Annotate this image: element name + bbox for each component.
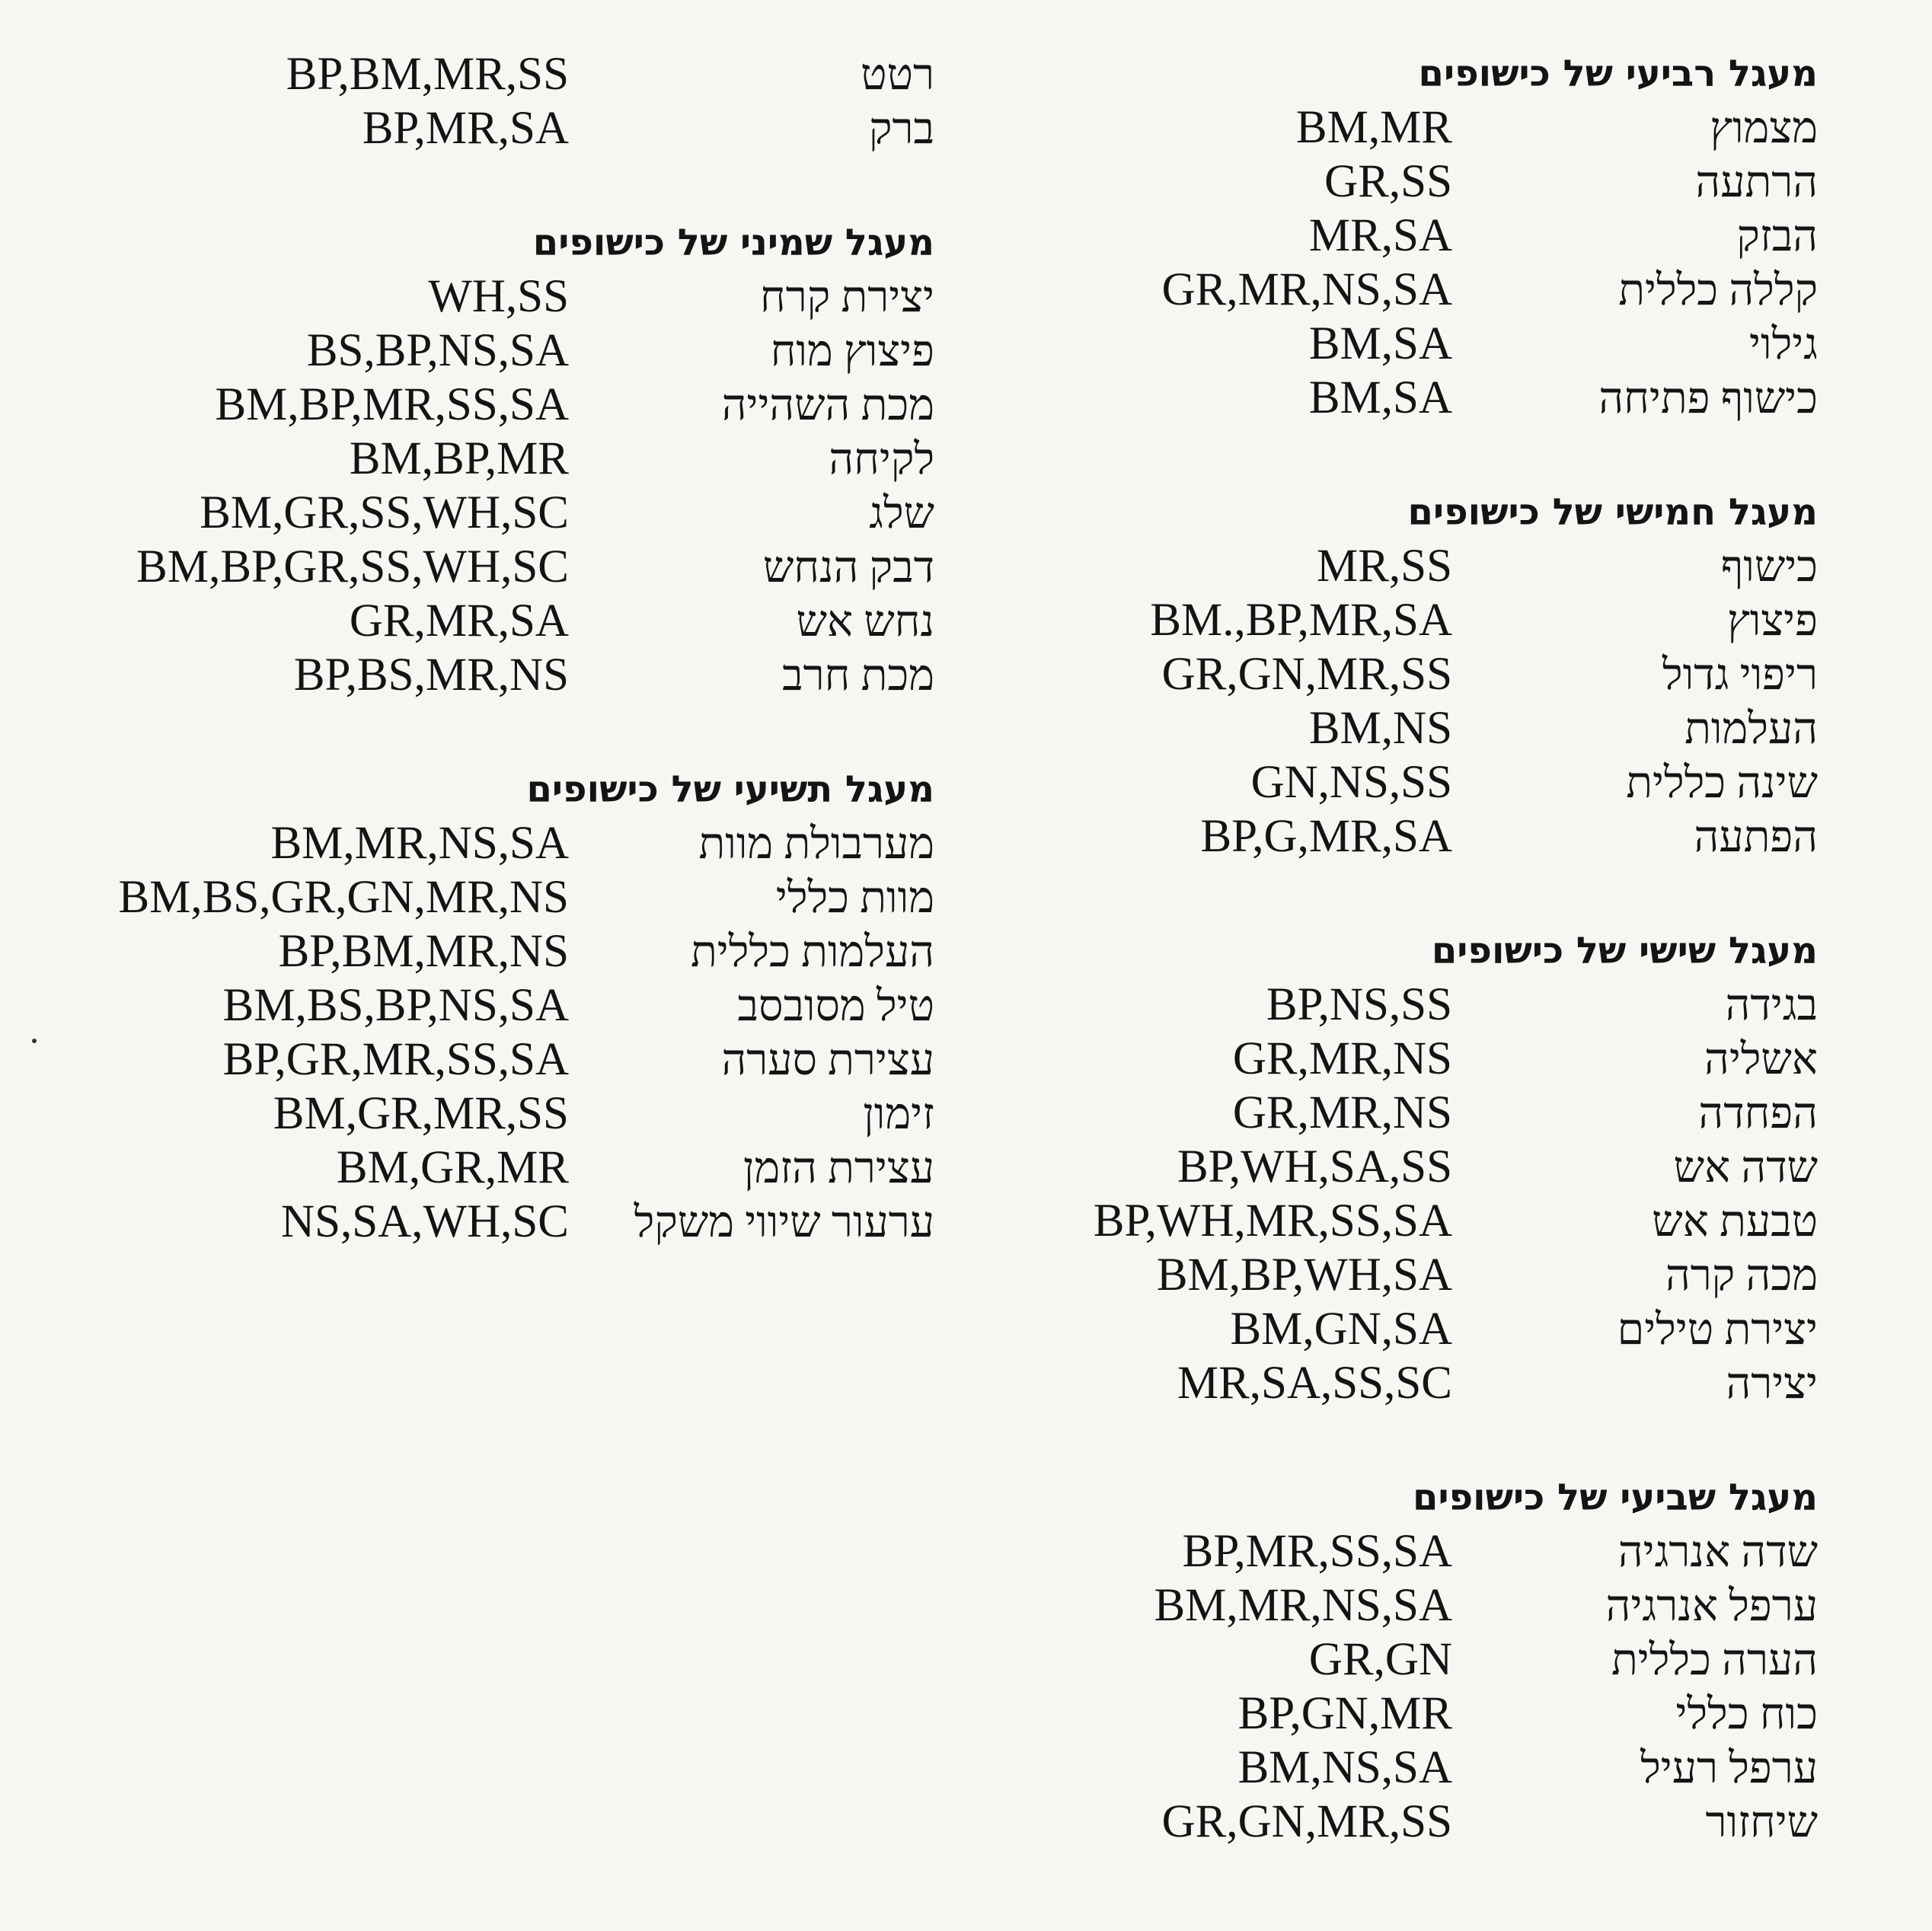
spell-codes-cell [904, 755, 1452, 809]
spell-codes-cell [21, 47, 569, 101]
spell-name: הערה כללית [1611, 1636, 1818, 1684]
spell-row [904, 1140, 1818, 1194]
spell-row [904, 1524, 1818, 1578]
spell-circle-section [904, 47, 1818, 425]
spell-name: פיצוץ מוח [770, 327, 934, 375]
spell-codes: BP,BS,MR,NS [293, 650, 569, 701]
spell-codes: BM,NS,SA [1237, 1742, 1452, 1793]
spell-row [904, 1194, 1818, 1248]
spell-row [21, 47, 934, 101]
spell-name: אשליה [1704, 1036, 1818, 1084]
spell-codes: GR,GN [1308, 1634, 1452, 1685]
spell-codes-cell [904, 647, 1452, 701]
spell-codes: BP,BM,MR,SS [286, 49, 569, 100]
spell-codes-cell [904, 1140, 1452, 1194]
spell-name: כוח כללי [1675, 1690, 1818, 1738]
spell-row [904, 1578, 1818, 1633]
spell-name: קללה כללית [1618, 267, 1818, 314]
spell-row [904, 701, 1818, 755]
spell-codes: GR,GN,MR,SS [1161, 1796, 1452, 1847]
spell-row [904, 371, 1818, 425]
section-heading: מעגל שביעי של כישופים [1413, 1476, 1818, 1519]
spell-name: מערבולת מוות [698, 820, 934, 868]
spell-name: רטט [861, 51, 934, 99]
spell-row [21, 432, 934, 486]
spell-row [21, 1033, 934, 1087]
spell-name: יצירה [1726, 1360, 1818, 1408]
spell-codes-cell [21, 540, 569, 594]
spell-row [904, 1248, 1818, 1302]
spell-codes: MR,SA [1308, 210, 1452, 261]
section-heading: מעגל רביעי של כישופים [1418, 53, 1818, 95]
spell-codes-cell [904, 1524, 1452, 1578]
right-column [904, 47, 1818, 1910]
spell-codes: BP,GR,MR,SS,SA [222, 1034, 569, 1085]
spell-codes-cell [21, 648, 569, 702]
spell-codes: BM,GR,SS,WH,SC [200, 487, 569, 538]
spell-codes-cell [904, 809, 1452, 863]
spell-circle-section [21, 763, 934, 1249]
spell-codes: BM,BS,GR,GN,MR,NS [118, 872, 569, 923]
spell-row [21, 101, 934, 155]
spell-codes-cell [904, 209, 1452, 263]
spell-codes: BP,BM,MR,NS [278, 926, 569, 977]
spell-codes-cell [904, 1687, 1452, 1741]
left-column [21, 47, 934, 1310]
spell-row [21, 816, 934, 870]
spell-name: שדה אש [1673, 1144, 1818, 1192]
spell-codes-cell [21, 870, 569, 924]
spell-codes-cell [21, 486, 569, 540]
spell-codes-cell [904, 263, 1452, 317]
spell-codes-cell [904, 539, 1452, 593]
spell-row [904, 317, 1818, 371]
spell-circle-section [904, 1471, 1818, 1849]
spell-codes: NS,SA,WH,SC [281, 1196, 569, 1247]
spell-name: העלמות כללית [691, 928, 934, 976]
spell-name: מכה קרה [1665, 1252, 1818, 1300]
spell-codes-cell [21, 1087, 569, 1141]
spell-name: זימון [863, 1090, 934, 1138]
spell-codes-cell [21, 924, 569, 978]
spell-codes-cell [904, 1248, 1452, 1302]
spell-row [21, 924, 934, 978]
spell-codes-cell [904, 317, 1452, 371]
spell-row [904, 155, 1818, 209]
spell-codes-cell [21, 1141, 569, 1195]
spell-row [904, 263, 1818, 317]
spell-row [21, 978, 934, 1033]
spell-codes-cell [904, 1086, 1452, 1140]
spell-codes-cell [21, 378, 569, 432]
spell-row [21, 1141, 934, 1195]
spell-circle-section [904, 486, 1818, 863]
section-heading: מעגל חמישי של כישופים [1407, 491, 1818, 534]
spell-name: שלג [869, 490, 934, 538]
spell-row [904, 1032, 1818, 1086]
spell-codes-cell [21, 978, 569, 1033]
spell-codes: BM,MR,NS,SA [270, 818, 569, 869]
spell-row [21, 324, 934, 378]
spell-row [21, 594, 934, 648]
spell-row [904, 101, 1818, 155]
spell-row [904, 755, 1818, 809]
spell-codes: BM.,BP,MR,SA [1150, 595, 1452, 646]
spell-codes: GN,NS,SS [1250, 757, 1452, 808]
spell-name: דבק הנחש [762, 544, 934, 592]
spell-name: שינה כללית [1626, 759, 1818, 807]
spell-codes-cell [21, 101, 569, 155]
spell-codes-cell [904, 1578, 1452, 1633]
spell-name: ערפל אנרגיה [1605, 1582, 1818, 1630]
spell-codes-cell [21, 1195, 569, 1249]
spell-codes-cell [904, 1633, 1452, 1687]
spell-codes: WH,SS [428, 271, 569, 322]
spell-name: עצירת הזמן [742, 1144, 934, 1192]
spell-codes: GR,MR,NS [1232, 1033, 1452, 1084]
spell-name: יצירת קרח [759, 273, 934, 321]
spell-row [904, 1687, 1818, 1741]
spell-name: טיל מסובסב [737, 982, 934, 1030]
spell-codes-cell [21, 432, 569, 486]
spell-name: מכת השהייה [721, 381, 934, 429]
spell-row [21, 870, 934, 924]
spell-circle-section [904, 924, 1818, 1410]
spell-row [21, 540, 934, 594]
spell-row [904, 1302, 1818, 1356]
spell-name: הפחדה [1698, 1090, 1818, 1138]
spell-name: טבעת אש [1652, 1198, 1818, 1246]
spell-name: בגידה [1725, 981, 1818, 1029]
spell-codes-cell [904, 101, 1452, 155]
spell-codes: BM,GR,MR,SS [273, 1088, 569, 1139]
spell-codes: BM,SA [1308, 372, 1452, 423]
spell-codes: BM,MR,NS,SA [1154, 1580, 1452, 1631]
spell-name: יצירת טילים [1617, 1306, 1818, 1354]
spell-row [904, 1086, 1818, 1140]
spell-row [904, 1741, 1818, 1795]
spell-codes-cell [904, 1795, 1452, 1849]
spell-codes-cell [904, 1194, 1452, 1248]
spell-row [21, 270, 934, 324]
spell-codes-cell [904, 1302, 1452, 1356]
spell-codes-cell [904, 371, 1452, 425]
spell-codes: BP,GN,MR [1237, 1688, 1452, 1739]
spell-codes-cell [21, 270, 569, 324]
spell-codes: GR,MR,NS [1232, 1087, 1452, 1138]
spell-codes: GR,MR,SA [349, 595, 569, 646]
spell-row [904, 1633, 1818, 1687]
spell-circle-section [21, 216, 934, 702]
spell-codes-cell [21, 1033, 569, 1087]
spell-codes-cell [21, 324, 569, 378]
spell-codes: BM,BP,MR [349, 433, 569, 484]
spell-codes-cell [904, 1032, 1452, 1086]
spell-name: כישוף פתיחה [1598, 375, 1818, 423]
spell-name: הבזק [1736, 212, 1818, 260]
spell-row [904, 1795, 1818, 1849]
spell-row [904, 1356, 1818, 1410]
stray-mark [32, 1039, 37, 1043]
spell-codes: BM,GN,SA [1230, 1304, 1452, 1355]
spell-codes: BM,BP,GR,SS,WH,SC [136, 541, 569, 592]
spell-name: הפתעה [1694, 813, 1818, 861]
spell-name: שיחזור [1705, 1799, 1818, 1846]
spell-codes: BM,BS,BP,NS,SA [222, 980, 569, 1031]
spell-codes-cell [904, 155, 1452, 209]
spell-name: לקיחה [829, 436, 934, 484]
spell-name: עצירת סערה [721, 1036, 934, 1084]
spell-row [904, 647, 1818, 701]
spell-row [904, 593, 1818, 647]
spell-name: הרתעה [1695, 158, 1818, 206]
spell-codes-cell [904, 978, 1452, 1032]
spell-codes: BM,NS [1308, 703, 1452, 754]
spell-name: מצמוץ [1710, 104, 1818, 152]
spell-codes: BM,SA [1308, 318, 1452, 369]
spell-codes-cell [904, 701, 1452, 755]
spell-codes: MR,SS [1316, 541, 1452, 592]
spell-codes: BM,BP,WH,SA [1156, 1250, 1452, 1301]
spell-name: העלמות [1685, 705, 1818, 753]
spell-row [904, 539, 1818, 593]
spell-row [21, 648, 934, 702]
spell-codes-cell [904, 593, 1452, 647]
section-heading: מעגל שישי של כישופים [1431, 930, 1818, 972]
spell-name: שדה אנרגיה [1617, 1528, 1818, 1576]
spell-codes: BP,WH,SA,SS [1177, 1141, 1452, 1192]
spell-codes: BM,BP,MR,SS,SA [215, 379, 569, 430]
spell-codes: BP,MR,SS,SA [1182, 1526, 1452, 1577]
spell-codes: GR,SS [1324, 156, 1452, 207]
spell-row [21, 1087, 934, 1141]
spell-row [904, 809, 1818, 863]
spell-row [904, 978, 1818, 1032]
spell-name: מכת חרב [782, 652, 934, 700]
spell-codes: BM,GR,MR [336, 1142, 569, 1193]
section-heading: מעגל תשיעי של כישופים [526, 768, 934, 811]
spell-codes-cell [21, 594, 569, 648]
spell-name: פיצוץ [1727, 597, 1818, 645]
spell-row [21, 1195, 934, 1249]
spell-row [904, 209, 1818, 263]
spell-codes: BP,G,MR,SA [1200, 811, 1452, 862]
spell-codes: BP,WH,MR,SS,SA [1093, 1195, 1452, 1246]
spell-circle-section [21, 47, 934, 155]
spell-codes: GR,MR,NS,SA [1161, 264, 1452, 315]
spell-codes-cell [904, 1741, 1452, 1795]
spell-codes: BS,BP,NS,SA [306, 325, 569, 376]
section-heading: מעגל שמיני של כישופים [532, 222, 934, 264]
spell-name: כישוף [1720, 543, 1818, 591]
spell-row [21, 378, 934, 432]
spell-name: ריפוי גדול [1662, 651, 1818, 699]
spell-name: נחש אש [796, 598, 934, 646]
spell-codes-cell [21, 816, 569, 870]
spell-codes: MR,SA,SS,SC [1177, 1358, 1452, 1409]
spell-codes-cell [904, 1356, 1452, 1410]
spell-codes: BP,MR,SA [362, 103, 569, 154]
spell-row [21, 486, 934, 540]
spell-name: ברק [869, 105, 934, 153]
spell-codes: GR,GN,MR,SS [1161, 649, 1452, 700]
spell-name: ערפל רעיל [1640, 1744, 1818, 1792]
spell-name: ערעור שיווי משקל [634, 1198, 934, 1246]
spell-codes: BM,MR [1295, 102, 1452, 153]
spell-name: מוות כללי [775, 874, 934, 922]
spell-codes: BP,NS,SS [1266, 979, 1452, 1030]
spell-name: גילוי [1749, 321, 1818, 369]
